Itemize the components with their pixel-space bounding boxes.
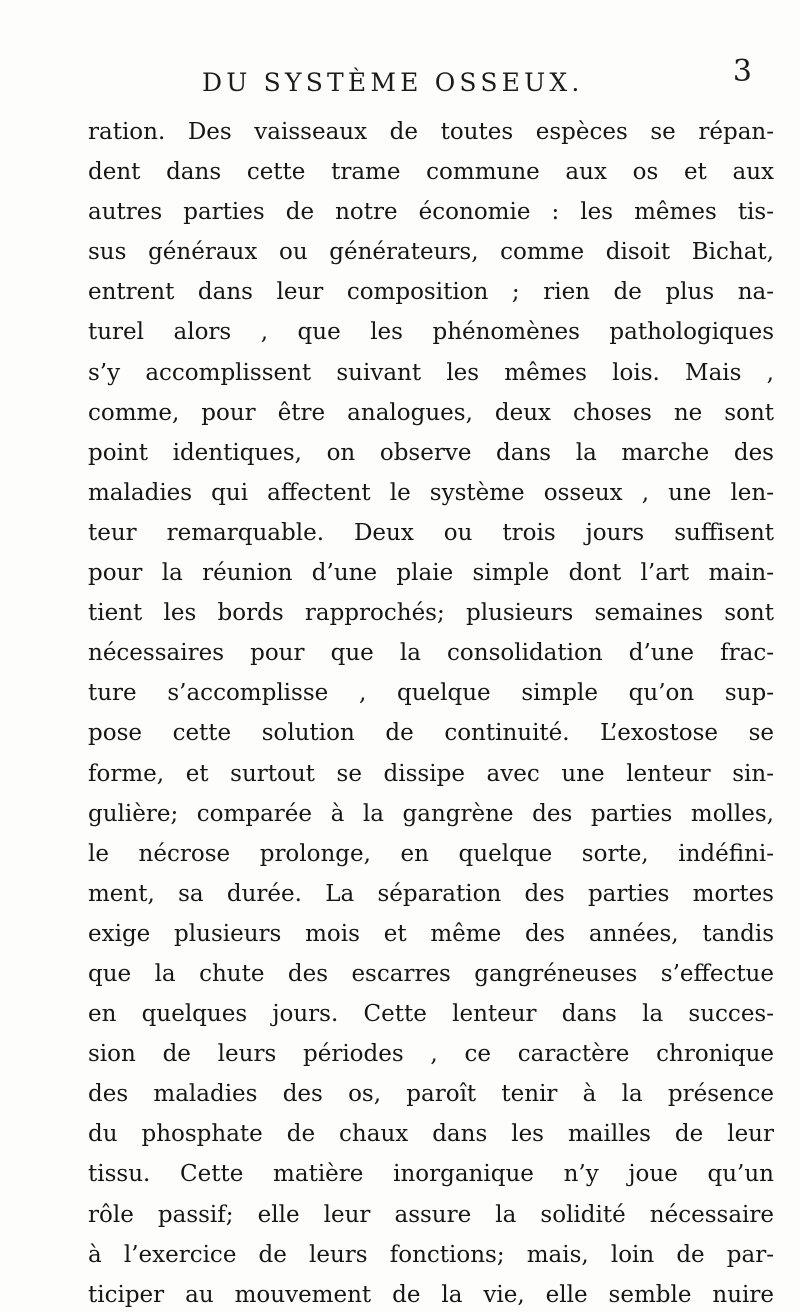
text-line: le nécrose prolonge, en quelque sorte, indéfini-: [88, 840, 774, 867]
text-line: exige plusieurs mois et même des années, tandis: [88, 920, 774, 947]
text-line: tient les bords rapprochés; plusieurs semaines sont: [88, 600, 774, 627]
text-line: gulière; comparée à la gangrène des parties molles,: [88, 800, 774, 827]
page-number: 3: [732, 54, 752, 89]
text-line: sus généraux ou générateurs, comme disoit Bichat,: [88, 239, 774, 266]
text-line: maladies qui affectent le système osseux , une len-: [88, 479, 774, 506]
text-line: des maladies des os, paroît tenir à la présence: [88, 1081, 774, 1108]
text-line: pose cette solution de continuité. L’exostose se: [88, 720, 774, 747]
text-line: point identiques, on observe dans la marche des: [88, 439, 774, 466]
text-line: forme, et surtout se dissipe avec une lenteur sin-: [88, 760, 774, 787]
text-line: ment, sa durée. La séparation des parties mortes: [88, 880, 774, 907]
text-line: en quelques jours. Cette lenteur dans la succes-: [88, 1001, 774, 1028]
text-line: que la chute des escarres gangréneuses s’effectue: [88, 960, 774, 987]
text-line: rôle passif; elle leur assure la solidité nécessaire: [88, 1201, 774, 1228]
text-line: ration. Des vaisseaux de toutes espèces se répan-: [88, 119, 774, 145]
body-text: [88, 112, 774, 1315]
text-line: pour la réunion d’une plaie simple dont l’art main-: [88, 560, 774, 587]
text-line: turel alors , que les phénomènes pathologiques: [88, 319, 774, 346]
text-line: teur remarquable. Deux ou trois jours suffisent: [88, 519, 774, 546]
text-line: dent dans cette trame commune aux os et aux: [88, 159, 774, 186]
text-line: ture s’accomplisse , quelque simple qu’on sup-: [88, 680, 774, 707]
text-line: s’y accomplissent suivant les mêmes lois. Mais ,: [88, 359, 774, 386]
text-line: nécessaires pour que la consolidation d’une frac-: [88, 640, 774, 667]
text-line: du phosphate de chaux dans les mailles de leur: [88, 1121, 774, 1148]
running-title: DU SYSTÈME OSSEUX.: [202, 68, 584, 97]
text-line: comme, pour être analogues, deux choses ne sont: [88, 399, 774, 426]
text-line: autres parties de notre économie : les mêmes tis-: [88, 199, 774, 226]
text-line: ticiper au mouvement de la vie, elle semble nuire: [88, 1281, 774, 1308]
text-line: entrent dans leur composition ; rien de plus na-: [88, 279, 774, 306]
text-line: sion de leurs périodes , ce caractère chronique: [88, 1041, 774, 1068]
running-head: [90, 54, 760, 102]
text-line: à l’exercice de leurs fonctions; mais, loin de par-: [88, 1241, 774, 1268]
text-line: tissu. Cette matière inorganique n’y joue qu’un: [88, 1161, 774, 1188]
